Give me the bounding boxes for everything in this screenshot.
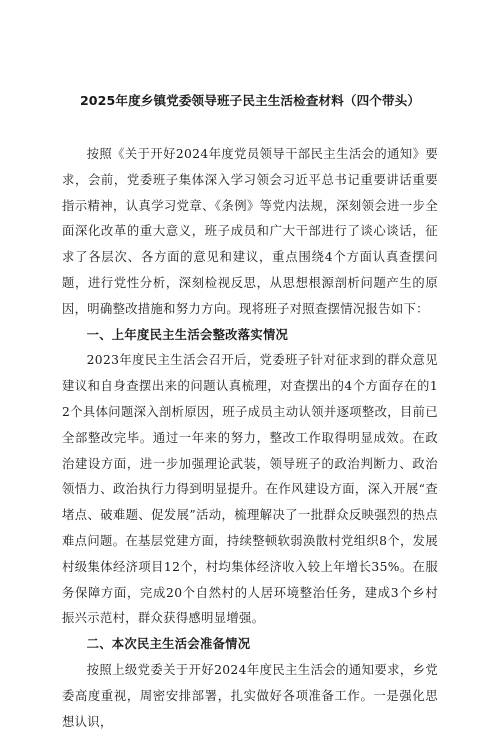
document-title: 2025年度乡镇党委领导班子民主生活检查材料（四个带头）	[79, 93, 421, 108]
section-2-paragraph: 按照上级党委关于开好2024年度民主生活会的通知要求，乡党委高度重视，周密安排部署，扎实做好各项准备工作。一是强化思想认识，	[62, 662, 438, 729]
intro-paragraph: 按照《关于开好2024年度党员领导干部民主生活会的通知》要求，会前，党委班子集体深入学习领会习近平总书记重要讲话重要指示精神，认真学习党章、《条例》等党内法规，深刻领会进一步全面深化改革的重大意义，班子成员和广大干部进行了谈心谈话，征求了各层次、各方面的意见和建议，重点围绕4个方面认真查摆问题，进行党性分析，深刻检视反思，从思想根源剖析问题产生的原因，明确整改措施和努力方向。现将班子对照查摆情况报告如下：	[62, 147, 438, 316]
section-1-heading: 一、上年度民主生活会整改落实情况	[86, 327, 289, 342]
section-2-heading: 二、本次民主生活会准备情况	[86, 637, 251, 652]
section-1-paragraph: 2023年度民主生活会召开后，党委班子针对征求到的群众意见建议和自身查摆出来的问题认真梳理，对查摆出的4个方面存在的12个具体问题深入剖析原因，班子成员主动认领并逐项整改，目前已全部整改完毕。通过一年来的努力，整改工作取得明显成效。在政治建设方面，进一步加强理论武装，领导班子的政治判断力、政治领悟力、政治执行力得到明显提升。在作风建设方面，深入开展“查堵点、破难题、促发展”活动，梳理解决了一批群众反映强烈的热点难点问题。在基层党建方面，持续整顿软弱涣散村党组织8个，发展村级集体经济项目12个，村均集体经济收入较上年增长35%。在服务保障方面，完成20个自然村的人居环境整治任务，建成3个乡村振兴示范村，群众获得感明显增强。	[62, 353, 438, 626]
document-body	[62, 142, 438, 735]
